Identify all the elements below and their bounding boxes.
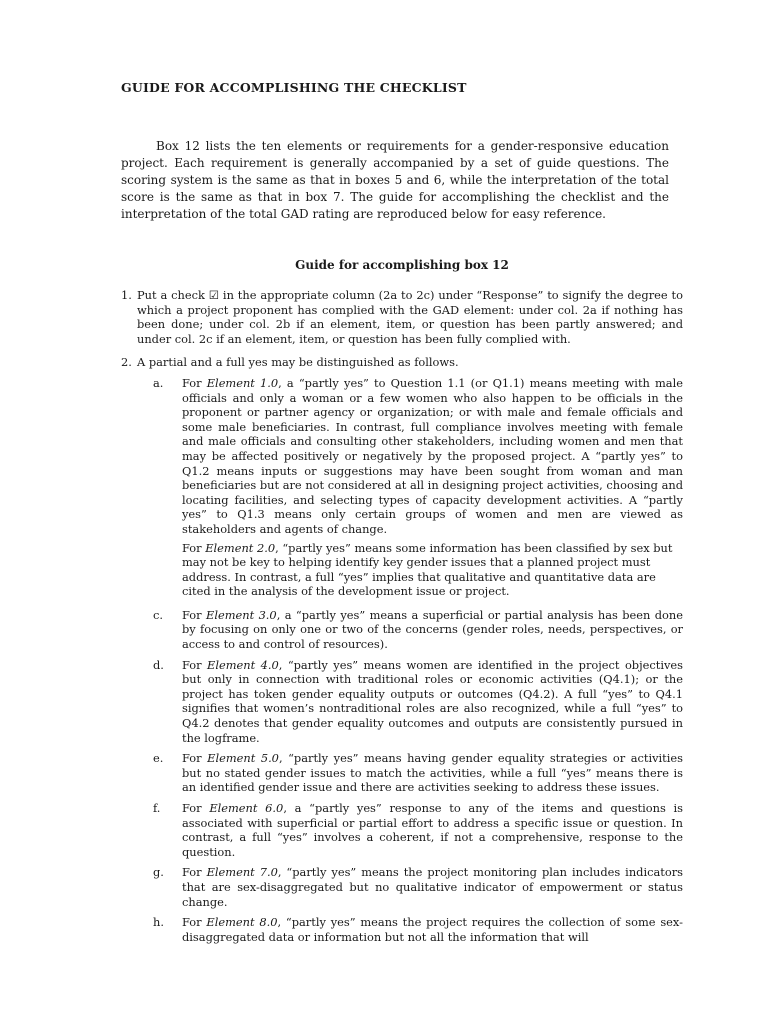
sub-item-e (137, 751, 683, 795)
list-number: 1. (121, 288, 132, 302)
sub-letter: e. (153, 751, 164, 766)
item-text-start: Put a check ☑ (137, 288, 223, 302)
sub-text-post: , “partly yes” means the project monitoring plan includes indicators that are sex-disaggregated but no qualitative indicator of empowerment or status change. (182, 865, 683, 909)
sub-text-post: , a “partly yes” to Question 1.1 (or Q1.1) means meeting with male officials and only a woman or a few women who also happen to be officials in the proponent or partner agency or organization; or with male and female officials and some male beneficiaries. In contrast, full compliance involves meeting with female and male officials and consulting other stakeholders, including women and men that may be affected positively or negatively by the proposed project. A “partly yes” to Q1.2 means inputs or suggestions may have been sought from woman and man beneficiaries but are not considered at all in designing project activities, choosing and locating facilities, and selecting types of capacity development activities. A “partly yes” to Q1.3 means only certain groups of women and men are viewed as stakeholders and agents of change. (182, 375, 683, 536)
sub-text-pre: For (182, 751, 208, 766)
item-text: A partial and a full yes may be distinguished as follows. (137, 355, 459, 370)
list-item-2 (121, 355, 683, 944)
sub-letter: c. (153, 607, 164, 622)
sub-item-a (137, 376, 683, 537)
list-number: 2. (121, 355, 132, 370)
sub-item-c (137, 608, 683, 652)
element-ref: Element 6.0 (209, 801, 284, 815)
sub-text-pre: For (182, 607, 206, 622)
item-text-rest: in the appropriate column (2a to 2c) under “Response” to signify the degree to which a project proponent has complied with the GAD element: under col. 2a if nothing has been done; under col. 2b if an element, item, or question has been partly answered; and under col. 2c if an element, item, or question has been fully complied with. (137, 288, 683, 346)
sub-letter: d. (153, 657, 164, 672)
sub-text-pre: For (182, 801, 210, 815)
sub-text-pre: For (182, 915, 207, 930)
element-ref: Element 4.0 (207, 657, 279, 672)
element-ref: Element 8.0 (206, 915, 278, 930)
sub-item-h (137, 915, 683, 944)
element-ref: Element 2.0 (205, 540, 276, 555)
section-subheading: Guide for accomplishing box 12 (295, 258, 509, 272)
sub-text-pre: For (182, 375, 207, 390)
sub-letter: g. (153, 865, 164, 880)
sub-text-pre: For (182, 540, 206, 555)
sub-text-post: , “partly yes” means the project requires the collection of some sex- disaggregated data or information but not all the information that will (182, 915, 683, 944)
sub-item-d (137, 658, 683, 746)
element-ref: Element 1.0 (206, 375, 279, 390)
sub-text-pre: For (182, 865, 207, 880)
sub-item-f (137, 801, 683, 859)
sub-text-post: , “partly yes” means having gender equality strategies or activities but no stated gender issues to match the activities, while a full “yes” means there is an identified gender issue and there are activities seeking to address these issues. (182, 751, 683, 795)
sub-text-pre: For (182, 657, 208, 672)
sub-letter: a. (153, 375, 164, 390)
sub-letter: h. (153, 915, 164, 930)
sub-text-post: , a “partly yes” means a superficial or partial analysis has been done by focusing on only one or two of the concerns (gender roles, needs, perspectives, or access to and control of resources). (182, 607, 683, 652)
intro-paragraph: Box 12 lists the ten elements or requirements for a gender-responsive education project. Each requirement is generally accompanied by a set of guide questions. The scoring system is the same as that in boxes 5 and 6, while the interpretation of the total score is the same as that in box 7. The guide for accomplishing the checklist and the interpretation of the total GAD rating are reproduced below for easy reference. (121, 139, 669, 221)
sub-text-post: , “partly yes” means some information has been classified by sex but may not be key to helping identify key gender issues that a planned project must address. In contrast, a full “yes” implies that qualitative and quantitative data are cited in the analysis of the development issue or project. (182, 540, 673, 599)
sub-item-b (137, 541, 683, 599)
sub-letter: f. (153, 801, 161, 815)
sub-item-g (137, 865, 683, 909)
document-heading: GUIDE FOR ACCOMPLISHING THE CHECKLIST (121, 80, 467, 95)
guide-list (121, 288, 683, 953)
list-item-1 (121, 288, 683, 346)
sub-text-post: , “partly yes” means women are identified in the project objectives but only in connection with traditional roles or economic activities (Q4.1); or the project has token gender equality outputs or outcomes (Q4.2). A full “yes” to Q4.1 signifies that women’s nontraditional roles are also recognized, while a full “yes” to Q4.2 denotes that gender equality outcomes and outputs are consistently pursued in the logframe. (182, 657, 683, 745)
element-ref: Element 3.0 (206, 607, 277, 622)
element-ref: Element 5.0 (207, 751, 279, 766)
sub-text-post: , a “partly yes” response to any of the items and questions is associated with superficial or partial effort to address a specific issue or question. In contrast, a full “yes” involves a coherent, if not a comprehensive, response to the question. (182, 801, 684, 859)
element-ref: Element 7.0 (206, 865, 278, 880)
